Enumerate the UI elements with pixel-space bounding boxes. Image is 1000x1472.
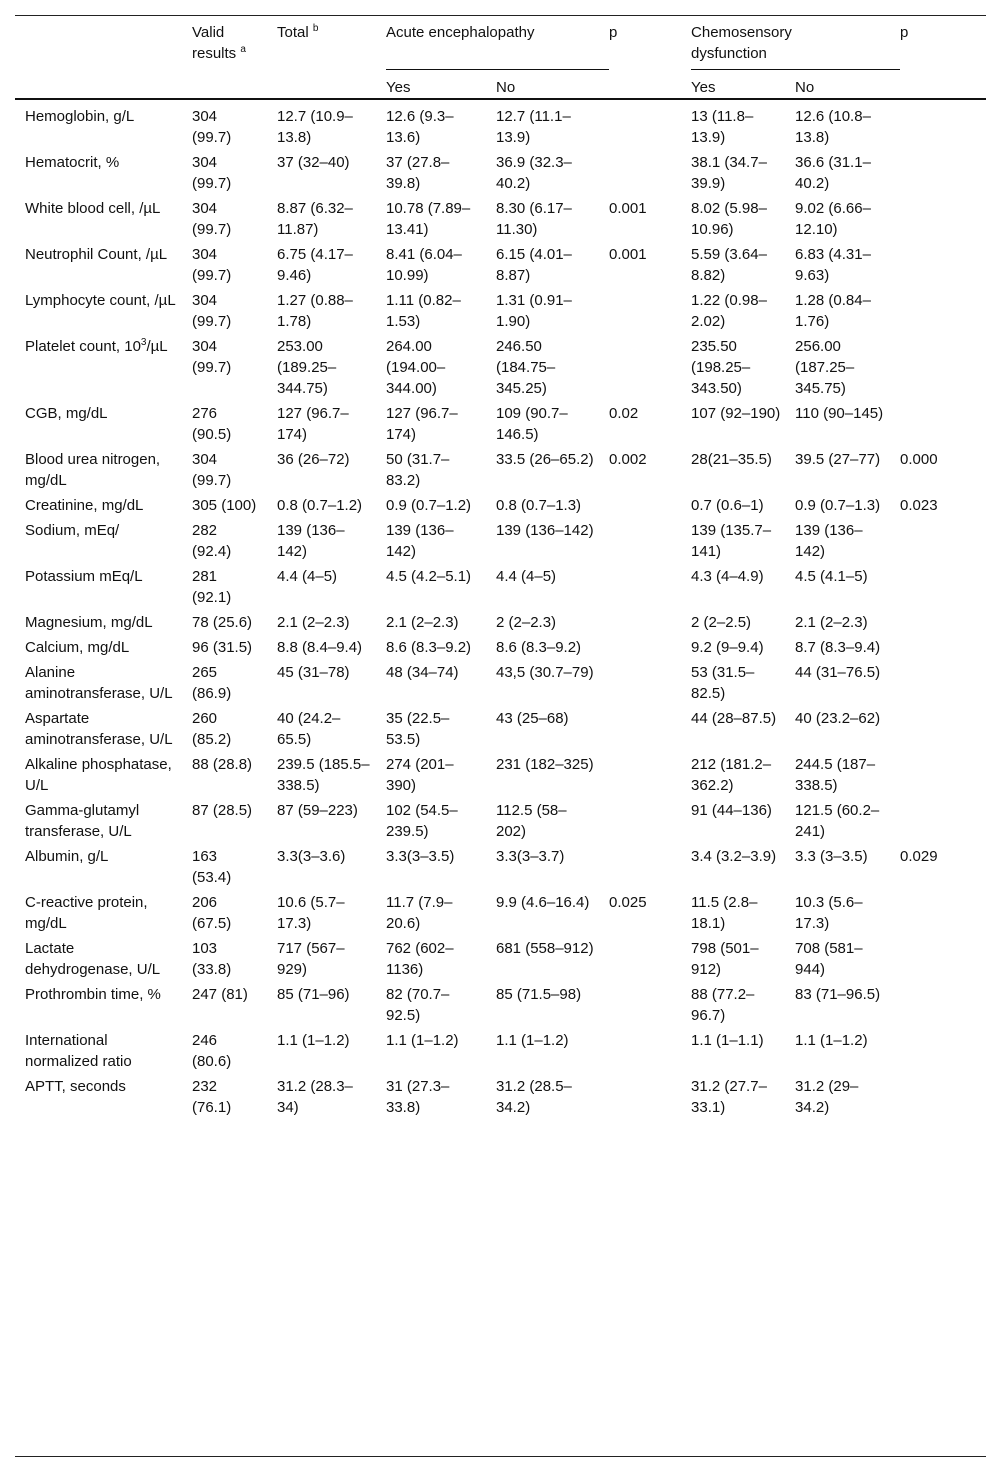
- table-row: [15, 1028, 986, 1074]
- table-row: [15, 752, 986, 798]
- cell-cd-no: 708 (581–944): [795, 940, 863, 978]
- cell-ae-yes: 12.6 (9.3–13.6): [386, 108, 454, 146]
- cell-cd-no: 10.3 (5.6–17.3): [795, 894, 863, 932]
- row-label: [15, 610, 192, 635]
- cell-ae-no: 33.5 (26–65.2): [496, 451, 594, 468]
- cell-total: 37 (32–40): [277, 154, 350, 171]
- row-label: [15, 150, 192, 196]
- cell-cd-no: 36.6 (31.1–40.2): [795, 154, 871, 192]
- cell-valid: 304 (99.7): [192, 200, 232, 238]
- row-label-text: Albumin, g/L: [25, 848, 109, 865]
- table-row: [15, 635, 986, 660]
- cell-cd-p: [900, 890, 986, 936]
- cell-cd-p: 0.023: [900, 497, 938, 514]
- cell-cd-no: 8.7 (8.3–9.4): [795, 639, 881, 656]
- row-label-text: Alkaline phosphatase, U/L: [25, 756, 172, 794]
- cell-valid: 232 (76.1): [192, 1078, 232, 1116]
- row-label: [15, 196, 192, 242]
- cell-valid: 304 (99.7): [192, 338, 232, 376]
- cell-cd-yes: 4.3 (4–4.9): [691, 568, 764, 585]
- cell-total: 8.87 (6.32–11.87): [277, 200, 353, 238]
- cell-cd-p: [900, 196, 986, 242]
- cell-cd-yes: 88 (77.2–96.7): [691, 986, 755, 1024]
- cell-ae-yes: 11.7 (7.9–20.6): [386, 894, 453, 932]
- cell-cd-p: [900, 706, 986, 752]
- cell-cd-p: [900, 401, 986, 447]
- cell-ae-p: [609, 635, 691, 660]
- table-row: [15, 798, 986, 844]
- cell-total: 0.8 (0.7–1.2): [277, 497, 363, 514]
- header-cd-yes: Yes: [691, 70, 795, 100]
- cell-total: 40 (24.2–65.5): [277, 710, 341, 748]
- cell-ae-yes: 102 (54.5–239.5): [386, 802, 458, 840]
- cell-ae-p: [609, 288, 691, 334]
- row-label-text: Platelet count, 10: [25, 338, 141, 355]
- header-total-text: Total: [277, 24, 309, 41]
- header-p-ae: p: [609, 15, 691, 99]
- cell-ae-yes: 4.5 (4.2–5.1): [386, 568, 472, 585]
- table-row: [15, 844, 986, 890]
- header-valid-sup: a: [240, 44, 246, 55]
- cell-ae-no: 12.7 (11.1–13.9): [496, 108, 571, 146]
- row-label: [15, 447, 192, 493]
- cell-cd-p: [900, 982, 986, 1028]
- cell-ae-no: 246.50 (184.75–345.25): [496, 338, 556, 397]
- lab-results-table: [15, 15, 986, 1120]
- header-p-cd: p: [900, 15, 986, 99]
- cell-cd-no: 1.1 (1–1.2): [795, 1032, 868, 1049]
- cell-cd-p: [900, 610, 986, 635]
- cell-cd-p: [900, 798, 986, 844]
- row-label: [15, 564, 192, 610]
- cell-cd-yes: 107 (92–190): [691, 405, 781, 422]
- cell-ae-p: [609, 844, 691, 890]
- cell-ae-yes: 139 (136–142): [386, 522, 454, 560]
- cell-ae-no: 681 (558–912): [496, 940, 594, 957]
- table-row: [15, 564, 986, 610]
- cell-ae-p: [609, 936, 691, 982]
- cell-ae-yes: 264.00 (194.00–344.00): [386, 338, 446, 397]
- row-label: [15, 706, 192, 752]
- cell-cd-p: [900, 334, 986, 401]
- cell-ae-no: 43,5 (30.7–79): [496, 664, 594, 681]
- cell-cd-yes: 8.02 (5.98–10.96): [691, 200, 767, 238]
- cell-total: 36 (26–72): [277, 451, 350, 468]
- cell-valid: 88 (28.8): [192, 756, 253, 773]
- cell-total: 6.75 (4.17–9.46): [277, 246, 353, 284]
- row-label: [15, 936, 192, 982]
- cell-valid: 265 (86.9): [192, 664, 232, 702]
- cell-cd-yes: 1.1 (1–1.1): [691, 1032, 764, 1049]
- cell-cd-yes: 53 (31.5–82.5): [691, 664, 755, 702]
- header-valid-results: [192, 15, 277, 99]
- cell-total: 2.1 (2–2.3): [277, 614, 350, 631]
- cell-ae-p: 0.002: [609, 451, 647, 468]
- cell-ae-no: 231 (182–325): [496, 756, 594, 773]
- cell-ae-yes: 35 (22.5–53.5): [386, 710, 450, 748]
- cell-cd-yes: 235.50 (198.25–343.50): [691, 338, 751, 397]
- cell-valid: 282 (92.4): [192, 522, 232, 560]
- cell-ae-p: [609, 982, 691, 1028]
- cell-cd-no: 44 (31–76.5): [795, 664, 881, 681]
- cell-ae-yes: 8.6 (8.3–9.2): [386, 639, 472, 656]
- cell-ae-no: 109 (90.7–146.5): [496, 405, 568, 443]
- table-row: [15, 660, 986, 706]
- cell-valid: 103 (33.8): [192, 940, 232, 978]
- cell-valid: 163 (53.4): [192, 848, 232, 886]
- cell-valid: 304 (99.7): [192, 292, 232, 330]
- cell-cd-yes: 11.5 (2.8–18.1): [691, 894, 758, 932]
- cell-cd-yes: 2 (2–2.5): [691, 614, 752, 631]
- cell-ae-yes: 0.9 (0.7–1.2): [386, 497, 472, 514]
- row-label-text: Lymphocyte count, /µL: [25, 292, 176, 309]
- cell-cd-no: 256.00 (187.25–345.75): [795, 338, 855, 397]
- row-label: [15, 1074, 192, 1120]
- table-body: [15, 99, 986, 1120]
- row-label: [15, 982, 192, 1028]
- cell-ae-no: 2 (2–2.3): [496, 614, 557, 631]
- table-row: [15, 706, 986, 752]
- cell-cd-yes: 139 (135.7–141): [691, 522, 772, 560]
- cell-valid: 276 (90.5): [192, 405, 232, 443]
- cell-ae-yes: 1.11 (0.82–1.53): [386, 292, 461, 330]
- cell-ae-p: [609, 706, 691, 752]
- row-label-text: Aspartate aminotransferase, U/L: [25, 710, 173, 748]
- cell-cd-yes: 28(21–35.5): [691, 451, 772, 468]
- cell-ae-p: [609, 610, 691, 635]
- header-acute-encephalopathy: Acute encephalopathy: [386, 24, 535, 41]
- row-label-text: International normalized ratio: [25, 1032, 132, 1070]
- cell-cd-yes: 44 (28–87.5): [691, 710, 777, 727]
- row-label: [15, 660, 192, 706]
- cell-total: 239.5 (185.5–338.5): [277, 756, 370, 794]
- cell-cd-p: [900, 242, 986, 288]
- row-label-text: Lactate dehydrogenase, U/L: [25, 940, 161, 978]
- row-label: [15, 798, 192, 844]
- cell-cd-no: 1.28 (0.84–1.76): [795, 292, 871, 330]
- cell-total: 87 (59–223): [277, 802, 358, 819]
- cell-ae-yes: 127 (96.7–174): [386, 405, 458, 443]
- table-row: [15, 890, 986, 936]
- row-label-sup: 3: [140, 337, 147, 348]
- cell-ae-p: [609, 493, 691, 518]
- cell-ae-yes: 3.3(3–3.5): [386, 848, 455, 865]
- table-row: [15, 242, 986, 288]
- cell-ae-yes: 274 (201–390): [386, 756, 454, 794]
- cell-valid: 305 (100): [192, 497, 257, 514]
- cell-valid: 247 (81): [192, 986, 248, 1003]
- cell-cd-p: 0.029: [900, 848, 938, 865]
- cell-ae-no: 4.4 (4–5): [496, 568, 557, 585]
- row-label-text: Calcium, mg/dL: [25, 639, 130, 656]
- cell-ae-no: 139 (136–142): [496, 522, 594, 539]
- cell-ae-p: [609, 99, 691, 150]
- header-valid-text: Valid results: [192, 24, 237, 62]
- row-label-text: Hematocrit, %: [25, 154, 120, 171]
- cell-total: 85 (71–96): [277, 986, 350, 1003]
- cell-cd-yes: 38.1 (34.7–39.9): [691, 154, 767, 192]
- cell-cd-p: [900, 564, 986, 610]
- row-label: [15, 334, 192, 401]
- cell-ae-yes: 48 (34–74): [386, 664, 459, 681]
- row-label-text: Blood urea nitrogen, mg/dL: [25, 451, 161, 489]
- cell-ae-yes: 762 (602–1136): [386, 940, 454, 978]
- cell-valid: 281 (92.1): [192, 568, 232, 606]
- cell-cd-yes: 798 (501–912): [691, 940, 759, 978]
- row-label: [15, 844, 192, 890]
- cell-cd-no: 9.02 (6.66–12.10): [795, 200, 871, 238]
- table-row: [15, 1074, 986, 1120]
- table-row: [15, 334, 986, 401]
- row-label-text: APTT, seconds: [25, 1078, 126, 1095]
- cell-cd-no: 244.5 (187–338.5): [795, 756, 876, 794]
- cell-ae-p: [609, 798, 691, 844]
- cell-cd-yes: 212 (181.2–362.2): [691, 756, 772, 794]
- cell-cd-yes: 9.2 (9–9.4): [691, 639, 764, 656]
- cell-cd-p: [900, 1074, 986, 1120]
- cell-ae-p: 0.001: [609, 246, 647, 263]
- table-row: [15, 150, 986, 196]
- cell-ae-no: 1.31 (0.91–1.90): [496, 292, 572, 330]
- row-label: [15, 890, 192, 936]
- table-row: [15, 518, 986, 564]
- cell-cd-yes: 5.59 (3.64–8.82): [691, 246, 767, 284]
- cell-cd-no: 39.5 (27–77): [795, 451, 881, 468]
- cell-total: 8.8 (8.4–9.4): [277, 639, 363, 656]
- cell-cd-yes: 1.22 (0.98–2.02): [691, 292, 767, 330]
- cell-cd-no: 121.5 (60.2–241): [795, 802, 880, 840]
- cell-cd-p: [900, 1028, 986, 1074]
- row-label: [15, 493, 192, 518]
- cell-total: 1.1 (1–1.2): [277, 1032, 350, 1049]
- cell-ae-no: 3.3(3–3.7): [496, 848, 565, 865]
- cell-cd-no: 83 (71–96.5): [795, 986, 881, 1003]
- cell-ae-yes: 2.1 (2–2.3): [386, 614, 459, 631]
- cell-cd-p: [900, 99, 986, 150]
- cell-cd-no: 139 (136–142): [795, 522, 863, 560]
- cell-ae-no: 31.2 (28.5–34.2): [496, 1078, 572, 1116]
- table-row: [15, 936, 986, 982]
- row-label-text: Gamma-glutamyl transferase, U/L: [25, 802, 140, 840]
- cell-ae-yes: 8.41 (6.04–10.99): [386, 246, 462, 284]
- cell-ae-no: 8.6 (8.3–9.2): [496, 639, 582, 656]
- row-label-text: Potassium mEq/L: [25, 568, 143, 585]
- cell-cd-no: 4.5 (4.1–5): [795, 568, 868, 585]
- cell-total: 139 (136–142): [277, 522, 345, 560]
- cell-valid: 87 (28.5): [192, 802, 253, 819]
- row-label-text: Alanine aminotransferase, U/L: [25, 664, 173, 702]
- cell-ae-p: [609, 150, 691, 196]
- cell-cd-yes: 31.2 (27.7–33.1): [691, 1078, 767, 1116]
- cell-ae-yes: 10.78 (7.89–13.41): [386, 200, 471, 238]
- cell-valid: 96 (31.5): [192, 639, 253, 656]
- row-label-text: White blood cell, /µL: [25, 200, 161, 217]
- cell-ae-yes: 37 (27.8–39.8): [386, 154, 450, 192]
- cell-ae-p: [609, 518, 691, 564]
- table-row: [15, 447, 986, 493]
- row-label-text: Magnesium, mg/dL: [25, 614, 153, 631]
- cell-ae-p: [609, 660, 691, 706]
- table-row: [15, 401, 986, 447]
- header-total-sup: b: [312, 23, 319, 34]
- cell-total: 45 (31–78): [277, 664, 350, 681]
- cell-cd-no: 110 (90–145): [795, 405, 884, 422]
- cell-total: 4.4 (4–5): [277, 568, 338, 585]
- row-label: [15, 635, 192, 660]
- row-label: [15, 752, 192, 798]
- row-label: [15, 1028, 192, 1074]
- row-label-text: C-reactive protein, mg/dL: [25, 894, 148, 932]
- cell-cd-p: [900, 288, 986, 334]
- row-label-text: Creatinine, mg/dL: [25, 497, 144, 514]
- cell-ae-p: 0.025: [609, 894, 647, 911]
- cell-ae-no: 6.15 (4.01–8.87): [496, 246, 572, 284]
- cell-total: 3.3(3–3.6): [277, 848, 346, 865]
- cell-cd-p: [900, 660, 986, 706]
- row-label: [15, 518, 192, 564]
- row-label: [15, 401, 192, 447]
- cell-cd-p: 0.000: [900, 451, 938, 468]
- cell-ae-p: [609, 564, 691, 610]
- cell-ae-no: 0.8 (0.7–1.3): [496, 497, 582, 514]
- row-label-text: Prothrombin time, %: [25, 986, 161, 1003]
- cell-ae-p: [609, 1074, 691, 1120]
- cell-total: 12.7 (10.9–13.8): [277, 108, 353, 146]
- cell-ae-no: 9.9 (4.6–16.4): [496, 894, 590, 911]
- cell-total: 253.00 (189.25–344.75): [277, 338, 337, 397]
- cell-ae-no: 43 (25–68): [496, 710, 569, 727]
- row-label-tail: /µL: [146, 338, 168, 355]
- cell-cd-no: 3.3 (3–3.5): [795, 848, 868, 865]
- row-label-text: Hemoglobin, g/L: [25, 108, 135, 125]
- cell-cd-p: [900, 752, 986, 798]
- cell-total: 10.6 (5.7–17.3): [277, 894, 345, 932]
- cell-valid: 260 (85.2): [192, 710, 232, 748]
- cell-ae-p: [609, 752, 691, 798]
- table-row: [15, 196, 986, 242]
- cell-ae-p: 0.001: [609, 200, 647, 217]
- cell-ae-yes: 1.1 (1–1.2): [386, 1032, 459, 1049]
- cell-cd-no: 31.2 (29–34.2): [795, 1078, 859, 1116]
- cell-cd-no: 40 (23.2–62): [795, 710, 881, 727]
- cell-cd-p: [900, 635, 986, 660]
- cell-cd-yes: 3.4 (3.2–3.9): [691, 848, 777, 865]
- cell-ae-no: 36.9 (32.3–40.2): [496, 154, 572, 192]
- header-chemosensory-dysfunction: Chemosensory dysfunction: [691, 24, 792, 62]
- row-label-text: CGB, mg/dL: [25, 405, 108, 422]
- cell-total: 31.2 (28.3–34): [277, 1078, 353, 1116]
- table-row: [15, 288, 986, 334]
- cell-ae-p: [609, 1028, 691, 1074]
- cell-cd-no: 6.83 (4.31–9.63): [795, 246, 871, 284]
- header-cd-no: No: [795, 70, 900, 100]
- cell-valid: 304 (99.7): [192, 154, 232, 192]
- cell-ae-no: 85 (71.5–98): [496, 986, 582, 1003]
- cell-cd-no: 0.9 (0.7–1.3): [795, 497, 881, 514]
- table-row: [15, 493, 986, 518]
- cell-ae-no: 1.1 (1–1.2): [496, 1032, 569, 1049]
- header-row-groups: [15, 15, 986, 70]
- cell-ae-no: 112.5 (58–202): [496, 802, 567, 840]
- header-total: [277, 15, 386, 99]
- header-label-blank: [15, 15, 192, 99]
- table-bottom-rule: [15, 1456, 986, 1457]
- row-label-text: Neutrophil Count, /µL: [25, 246, 168, 263]
- cell-valid: 78 (25.6): [192, 614, 253, 631]
- cell-valid: 304 (99.7): [192, 108, 232, 146]
- cell-ae-no: 8.30 (6.17–11.30): [496, 200, 572, 238]
- cell-valid: 206 (67.5): [192, 894, 232, 932]
- cell-cd-no: 12.6 (10.8–13.8): [795, 108, 871, 146]
- cell-cd-yes: 91 (44–136): [691, 802, 772, 819]
- cell-cd-p: [900, 150, 986, 196]
- cell-total: 127 (96.7–174): [277, 405, 349, 443]
- cell-cd-no: 2.1 (2–2.3): [795, 614, 868, 631]
- cell-valid: 246 (80.6): [192, 1032, 232, 1070]
- cell-valid: 304 (99.7): [192, 451, 232, 489]
- cell-ae-yes: 31 (27.3–33.8): [386, 1078, 450, 1116]
- header-ae-no: No: [496, 70, 609, 100]
- cell-total: 1.27 (0.88–1.78): [277, 292, 353, 330]
- header-ae-yes: Yes: [386, 70, 496, 100]
- table-row: [15, 99, 986, 150]
- cell-valid: 304 (99.7): [192, 246, 232, 284]
- table-row: [15, 982, 986, 1028]
- cell-ae-yes: 50 (31.7–83.2): [386, 451, 450, 489]
- cell-ae-p: 0.02: [609, 405, 639, 422]
- cell-cd-p: [900, 518, 986, 564]
- cell-total: 717 (567–929): [277, 940, 345, 978]
- row-label: [15, 242, 192, 288]
- cell-ae-yes: 82 (70.7–92.5): [386, 986, 450, 1024]
- cell-cd-yes: 13 (11.8–13.9): [691, 108, 754, 146]
- row-label: [15, 99, 192, 150]
- cell-cd-yes: 0.7 (0.6–1): [691, 497, 764, 514]
- row-label-text: Sodium, mEq/: [25, 522, 120, 539]
- cell-cd-p: [900, 936, 986, 982]
- table-row: [15, 610, 986, 635]
- row-label: [15, 288, 192, 334]
- cell-ae-p: [609, 334, 691, 401]
